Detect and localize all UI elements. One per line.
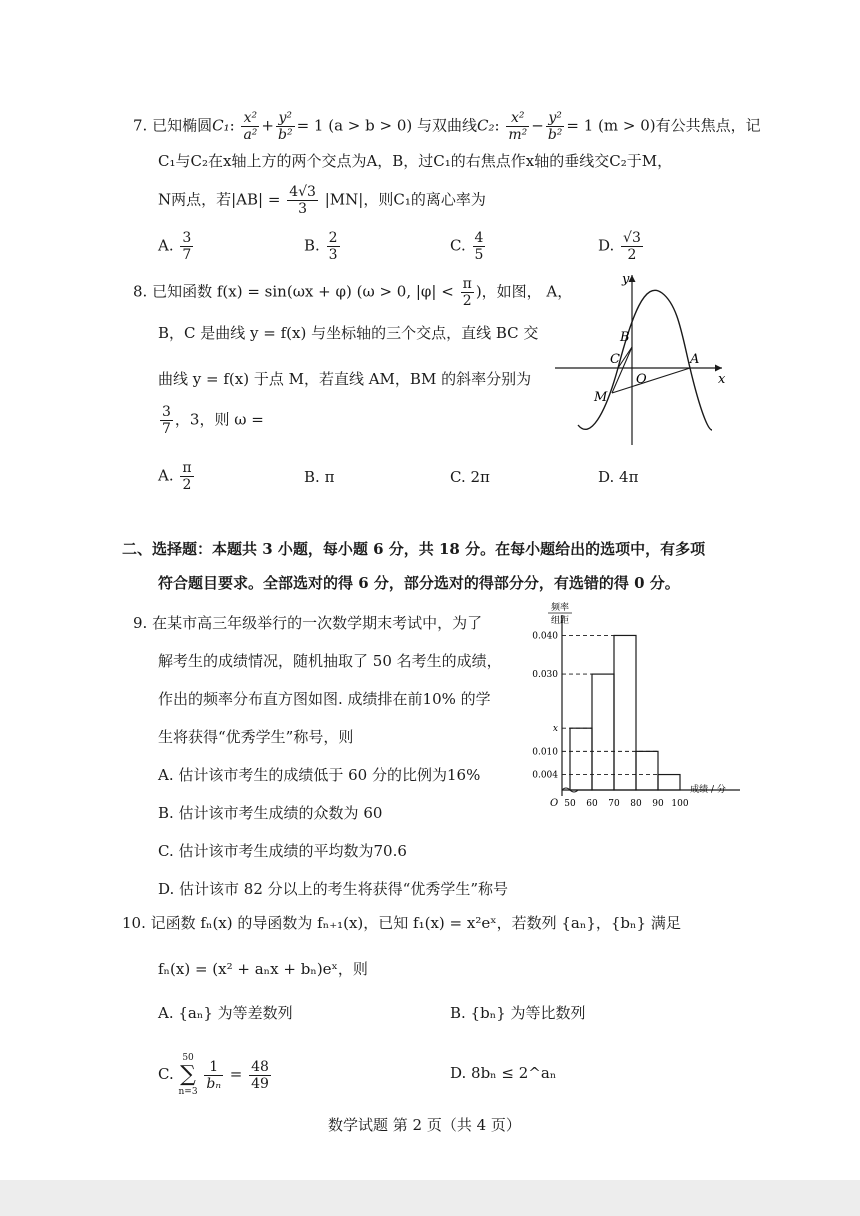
q7-text: 已知椭圆 <box>152 116 213 135</box>
hist-ylabel-bottom: 组距 <box>550 616 570 626</box>
q9-option-b[interactable]: B. 估计该市考生成绩的众数为 60 <box>158 804 383 822</box>
hist-xtick-70: 70 <box>608 799 620 809</box>
hist-ytick-0: 0.040 <box>532 631 558 642</box>
hist-origin: O <box>550 798 559 809</box>
q8-line4 <box>158 404 264 437</box>
q8-l1a: 已知函数 f(x) = sin(ωx + φ) (ω > 0, |φ| < <box>152 282 454 301</box>
q9-histogram <box>520 595 745 825</box>
q7-option-c[interactable]: C. $\frac{4}{5}$ <box>450 230 484 263</box>
q7-c1: C₁ <box>212 116 230 135</box>
q10-option-c-label: C. <box>158 1065 174 1083</box>
q8-label-b: B <box>620 330 630 345</box>
bottom-band <box>0 1180 860 1216</box>
q10-option-b[interactable]: B. {bₙ} 为等比数列 <box>450 1004 586 1022</box>
hist-ytick-3: 0.010 <box>532 747 558 758</box>
q8-frac-37: $\frac{3}{7}$ <box>162 404 171 437</box>
q7-text-b: 与双曲线 <box>417 116 478 135</box>
hist-bar-70-80 <box>614 635 636 790</box>
q9-line1 <box>133 612 482 634</box>
q7-c2: C₂ <box>477 116 495 135</box>
hist-xtick-80: 80 <box>630 799 642 809</box>
hist-bar-50-60 <box>570 728 592 790</box>
q9-line4: 生将获得“优秀学生”称号，则 <box>158 728 354 746</box>
q7-frac-x2a2: $\frac{\text{x²}}{\text{a²}}$ <box>243 110 258 143</box>
q8-number: 8. <box>133 282 148 301</box>
hist-xlabel: 成绩 / 分 <box>690 785 726 795</box>
q10-frac-1bn: $\frac{1}{\text{bₙ}}$ <box>206 1058 221 1092</box>
q7-frac-y2b2-b: $\frac{\text{y²}}{\text{b²}}$ <box>547 110 563 143</box>
q8-label-x: x <box>718 372 726 387</box>
q10-eq: = <box>229 1065 243 1083</box>
q8-line2: B，C 是曲线 y = f(x) 与坐标轴的三个交点，直线 BC 交 <box>158 324 539 342</box>
q8-label-m: M <box>594 390 608 405</box>
q7-l3a: N两点，若|AB| = <box>158 190 281 209</box>
q10-option-a[interactable]: A. {aₙ} 为等差数列 <box>158 1004 293 1022</box>
q9-line2: 解考生的成绩情况，随机抽取了 50 名考生的成绩， <box>158 652 502 670</box>
q7-number: 7. <box>133 116 148 135</box>
q7-line2: C₁与C₂在x轴上方的两个交点为A，B，过C₁的右焦点作x轴的垂线交C₂于M， <box>158 152 673 170</box>
q8-option-c[interactable]: C. 2π <box>450 468 490 486</box>
hist-ytick-4: 0.004 <box>532 770 558 781</box>
q7-eq2-tail: = 1 (m > 0) <box>566 116 656 135</box>
hist-bar-60-70 <box>592 674 614 790</box>
q8-option-d[interactable]: D. 4π <box>598 468 639 486</box>
q9-option-a[interactable]: A. 估计该市考生的成绩低于 60 分的比例为16% <box>158 766 481 784</box>
hist-xtick-90: 90 <box>652 799 664 809</box>
hist-xtick-50: 50 <box>564 799 576 809</box>
q7-l3b: |MN|，则C₁的离心率为 <box>324 190 486 209</box>
q7-frac-x2m2: $\frac{\text{x²}}{\text{m²}}$ <box>508 110 528 143</box>
q10-option-d[interactable]: D. 8bₙ ≤ 2^aₙ <box>450 1064 557 1082</box>
hist-bar-90-100 <box>658 775 680 790</box>
q9-line3: 作出的频率分布直方图如图. 成绩排在前10% 的学 <box>158 690 491 708</box>
q8-option-a[interactable]: A. $\frac{\pi}{2}$ <box>158 460 192 493</box>
q10-frac-4849: $\frac{48}{49}$ <box>251 1058 269 1092</box>
q8-label-y: y <box>622 272 630 287</box>
q7-line1: 7. 已知椭圆C₁: $\frac{\text{x²}}{\text{a²}}$ + $\frac{\text{y²}}{\text{b²}}$ = 1 (a > b > 0) 与双曲线C₂: $\frac{\text{x²}}{\text{m²}}$ − $\frac{\text{y²}}{\text{b²}}$ = 1 (m > 0)有公共焦点，记 <box>133 110 761 143</box>
q8-l1b: )，如图， A， <box>475 282 573 301</box>
q7-option-a[interactable]: A. $\frac{3}{7}$ <box>158 230 192 263</box>
hist-xtick-100: 100 <box>671 799 689 809</box>
q9-number: 9. <box>133 614 148 632</box>
hist-ylabel-top: 频率 <box>550 603 570 613</box>
q7-frac-4root3: $\frac{4√3}{3}$ <box>289 184 316 217</box>
hist-bar-80-90 <box>636 751 658 790</box>
q8-label-c: C <box>610 352 620 367</box>
q7-text-c: 有公共焦点，记 <box>655 116 761 135</box>
hist-ytick-2: x <box>552 724 558 735</box>
q8-label-o: O <box>636 372 647 387</box>
q10-sigma: 50 ∑ n=3 <box>178 1053 198 1097</box>
q10-l1: 记函数 fₙ(x) 的导函数为 fₙ₊₁(x)，已知 f₁(x) = x²eˣ，若数列 {aₙ}，{bₙ} 满足 <box>150 914 681 932</box>
q8-l4b: ，3，则 ω = <box>174 410 264 429</box>
q9-l1: 在某市高三年级举行的一次数学期末考试中，为了 <box>152 614 483 632</box>
hist-xtick-60: 60 <box>586 799 598 809</box>
page-footer: 数学试题 第 2 页（共 4 页） <box>328 1116 521 1134</box>
q8-line1 <box>133 276 572 309</box>
q10-number: 10. <box>122 914 146 932</box>
q7-option-d[interactable]: D. $\frac{√3}{2}$ <box>598 230 641 263</box>
q8-frac-pi2: $\frac{\pi}{2}$ <box>462 276 472 309</box>
section2-line2: 符合题目要求。全部选对的得 6 分，部分选对的得部分分，有选错的得 0 分。 <box>158 574 680 592</box>
q9-option-c[interactable]: C. 估计该市考生成绩的平均数为70.6 <box>158 842 407 860</box>
q8-option-b[interactable]: B. π <box>304 468 335 486</box>
q9-option-d[interactable]: D. 估计该市 82 分以上的考生将获得“优秀学生”称号 <box>158 880 508 898</box>
q7-option-b[interactable]: B. $\frac{2}{3}$ <box>304 230 338 263</box>
q7-eq1-tail: = 1 (a > b > 0) <box>296 116 413 135</box>
section2-line1: 二、选择题：本题共 3 小题，每小题 6 分，共 18 分。在每小题给出的选项中，有多项 <box>122 540 706 558</box>
q8-label-a: A <box>690 352 700 367</box>
q7-line3 <box>158 184 486 217</box>
q8-line3: 曲线 y = f(x) 于点 M，若直线 AM，BM 的斜率分别为 <box>158 370 532 388</box>
q10-option-c[interactable] <box>158 1052 273 1096</box>
q7-frac-y2b2: $\frac{\text{y²}}{\text{b²}}$ <box>277 110 293 143</box>
q8-graph <box>550 265 740 450</box>
q8-line-bc <box>618 347 632 368</box>
q10-line1 <box>122 912 681 934</box>
q8-line-am <box>612 368 690 393</box>
q10-line2: fₙ(x) = (x² + aₙx + bₙ)eˣ，则 <box>158 960 368 978</box>
hist-ytick-1: 0.030 <box>532 670 558 681</box>
